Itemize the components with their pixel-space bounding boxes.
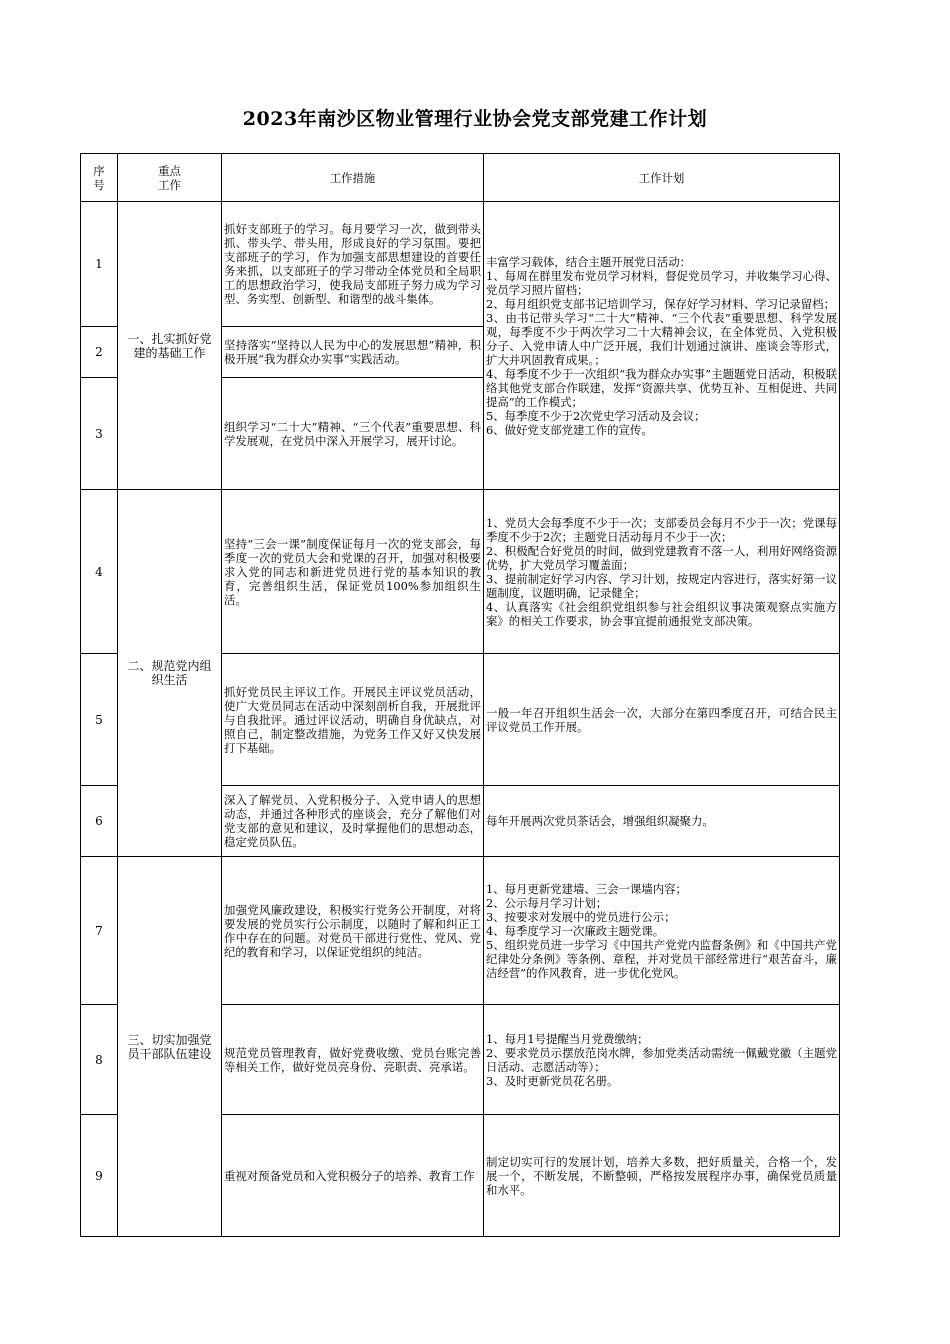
measure-cell: 组织学习“二十大”精神、“三个代表”重要思想、科学发展观，在党员中深入开展学习，展开讨论。 (222, 378, 484, 490)
measure-cell: 深入了解党员、入党积极分子、入党申请人的思想动态，并通过各种形式的座谈会，充分了解他们对党支部的意见和建议，及时掌握他们的思想动态，稳定党员队伍。 (222, 786, 484, 857)
measure-cell: 重视对预备党员和入党积极分子的培养、教育工作 (222, 1115, 484, 1237)
plan-cell: 1、每月更新党建墙、三会一课墙内容； 2、公示每月学习计划； 3、按要求对发展中的党员进行公示； 4、每季度学习一次廉政主题党课。 5、组织党员进一步学习《中国共产党党内监督条例》和《中国共产党纪律处分条例》等条例、章程，并对党员干部经常进行“艰苦奋斗，廉洁经营”的作风教育，进一步优化党风。 (484, 857, 840, 1005)
measure-cell: 抓好支部班子的学习。每月要学习一次，做到带头抓、带头学、带头用，形成良好的学习氛围。要把支部班子的学习，作为加强支部思想建设的首要任务来抓，以支部班子的学习带动全体党员和全局职工的思想政治学习，使我局支部班子努力成为学习型、务实型、创新型、和谐型的战斗集体。 (222, 202, 484, 327)
focus-area-1: 一、扎实抓好党建的基础工作 (118, 202, 222, 490)
focus-area-3: 三、切实加强党员干部队伍建设 (118, 857, 222, 1237)
header-focus: 重点 工作 (118, 154, 222, 202)
row-number: 4 (81, 490, 118, 654)
plan-cell: 每年开展两次党员茶话会，增强组织凝聚力。 (484, 786, 840, 857)
header-plan: 工作计划 (484, 154, 840, 202)
row-number: 8 (81, 1005, 118, 1115)
measure-cell: 坚持落实“坚持以人民为中心的发展思想”精神，积极开展“我为群众办实事”实践活动。 (222, 327, 484, 378)
row-number: 3 (81, 378, 118, 490)
plan-cell: 1、每月1号提醒当月党费缴纳； 2、要求党员示摆放范岗水牌，参加党类活动需统一佩戴党徽（主题党日活动、志愿活动等）； 3、及时更新党员花名册。 (484, 1005, 840, 1115)
table-row (81, 202, 840, 327)
measure-cell: 规范党员管理教育，做好党费收缴、党员台账完善等相关工作，做好党员亮身份、亮职责、亮承诺。 (222, 1005, 484, 1115)
row-number: 5 (81, 654, 118, 786)
measure-cell: 加强党风廉政建设，积极实行党务公开制度，对将要发展的党员实行公示制度，以随时了解和纠正工作中存在的问题。对党员干部进行党性、党风、党纪的教育和学习，以保证党组织的纯洁。 (222, 857, 484, 1005)
work-plan-table (80, 153, 840, 1237)
plan-cell-group-1: 丰富学习载体，结合主题开展党日活动： 1、每周在群里发布党员学习材料，督促党员学习，并收集学习心得、党员学习照片留档； 2、每月组织党支部书记培训学习，保存好学习材料、学习记录留档； 3、由书记带头学习“二十大”精神、“三个代表”重要思想、科学发展观，每季度不少于两次学习二十大精神会议，在全体党员、入党积极分子、入党申请人中广泛开展，我们计划通过演讲、座谈会等形式，扩大并巩固教育成果。； 4、每季度不少于一次组织“我为群众办实事”主题题党日活动，积极联络其他党支部合作联建，发挥“资源共享、优势互补、互相促进、共同提高”的工作模式； 5、每季度不少于2次党史学习活动及会议； 6、做好党支部党建工作的宣传。 (484, 202, 840, 490)
row-number: 1 (81, 202, 118, 327)
header-measures: 工作措施 (222, 154, 484, 202)
table-row (81, 490, 840, 654)
row-number: 6 (81, 786, 118, 857)
row-number: 7 (81, 857, 118, 1005)
table-header-row (81, 154, 840, 202)
page-title: 2023年南沙区物业管理行业协会党支部党建工作计划 (242, 108, 708, 130)
focus-area-2: 二、规范党内组织生活 (118, 490, 222, 857)
table-row (81, 857, 840, 1005)
measure-cell: 坚持“三会一课”制度保证每月一次的党支部会，每季度一次的党员大会和党课的召开，加强对积极要求入党的同志和新进党员进行党的基本知识的教育，完善组织生活，保证党员100%参加组织生活。 (222, 490, 484, 654)
measure-cell: 抓好党员民主评议工作。开展民主评议党员活动，使广大党员同志在活动中深刻剖析自我，开展批评与自我批评。通过评议活动，明确自身优缺点，对照自己，制定整改措施，为党务工作又好又快发展打下基础。 (222, 654, 484, 786)
row-number: 9 (81, 1115, 118, 1237)
plan-cell: 制定切实可行的发展计划，培养大多数，把好质量关，合格一个，发展一个，不断发展，不断整顿，严格按发展程序办事，确保党员质量和水平。 (484, 1115, 840, 1237)
header-seq: 序 号 (81, 154, 118, 202)
row-number: 2 (81, 327, 118, 378)
plan-cell: 一般一年召开组织生活会一次，大部分在第四季度召开，可结合民主评议党员工作开展。 (484, 654, 840, 786)
plan-cell: 1、党员大会每季度不少于一次；支部委员会每月不少于一次；党课每季度不少于2次；主题党日活动每月不少于一次； 2、积极配合好党员的时间，做到党建教育不落一人，利用好网络资源优势，扩大党员学习覆盖面； 3、提前制定好学习内容、学习计划，按规定内容进行，落实好第一议题制度，议题明确，记录健全； 4、认真落实《社会组织党组织参与社会组织议事决策观察点实施方案》的相关工作要求，协会事宜提前通报党支部决策。 (484, 490, 840, 654)
